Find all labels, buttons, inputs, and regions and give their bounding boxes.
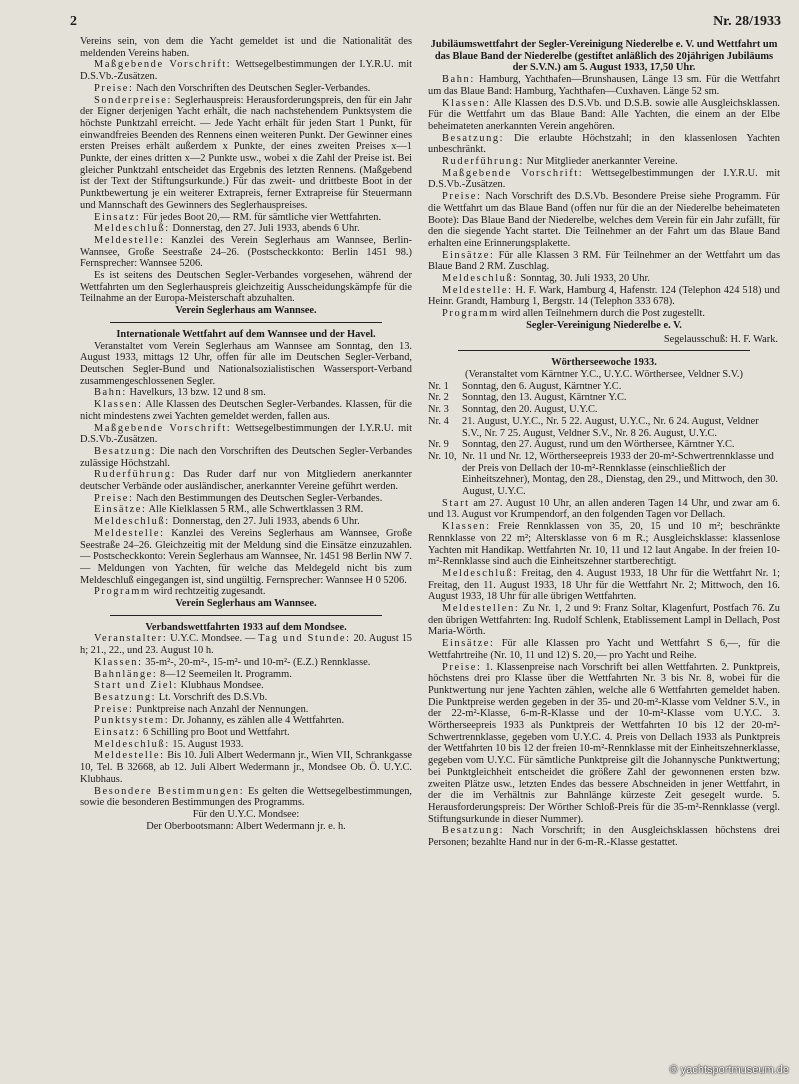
page-number: 2 xyxy=(70,14,77,29)
signature-subline: Segelausschuß: H. F. Wark. xyxy=(663,333,778,345)
race-entry: Nr. 10, Nr. 11 und Nr. 12, Wörtherseepreis 1933 der 20-m²-Schwertrennklasse und der Preis von Dellach der 10-m²-Rennklasse (einschließlich der Einheitszehner), Montag, den 28., Dienstag, den 29., und Mittwoch, den 30. August, U.Y.C. xyxy=(428,450,778,498)
paragraph: Klassen: Alle Klassen des Deutschen Segler-Verbandes. Klassen, für die nicht mindestens zwei Yachten gemeldet werden, fallen aus. xyxy=(80,399,412,422)
paragraph: Sonderpreise: Seglerhauspreis: Herausforderungspreis, den für ein Jahr der Eigner derjenigen Yacht erhält, die nach nachstehendem Punktsystem die höchste Punktzahl erreicht. — Jede Yacht erhält für jeden Start 1 Punkt, für einwandfreies Beenden des Rennens einen weiteren Punkt. Der Gewinner eines ersten Preises erhält außerdem x Punkte, der eines zweiten Preises x—1 Punkte, der eines dritten x—2 Punkte usw., wobei x die Zahl der Preise ist. Bei gleicher Punktzahl entscheidet das Ergebnis des letzten Rennens. (Maßgebend ist der Text der Stiftungsurkunde.) Für das zweit- und drittbeste Boot in der Punktbewertung je ein weiterer Extrapreis, ferner Extrapreise für Steuermann und Mannschaft des Gewinners des Seglerhauspreises. xyxy=(80,94,412,211)
copyright-watermark: © yachtsportmuseum.de xyxy=(669,1064,789,1076)
paragraph: Meldestelle: H. F. Wark, Hamburg 4, Hafenstr. 124 (Telephon 424 518) und Heinr. Grandt, Hamburg 1, Bergstr. 14 (Telephon 333 678). xyxy=(428,284,780,308)
paragraph: Meldestelle: Kanzlei des Verein Seglerhaus am Wannsee, Berlin-Wannsee, Große Seestraße 24–26. (Postscheckkonto: Berlin 1451 98.) Fernsprecher: Wannsee 5206. xyxy=(80,234,412,270)
issue-label: Nr. 28/1933 xyxy=(713,14,781,29)
paragraph: Preise: Punktpreise nach Anzahl der Nennungen. xyxy=(94,703,309,715)
paragraph: Einsatz: 6 Schilling pro Boot und Wettfahrt. xyxy=(94,727,290,739)
signature: Verein Seglerhaus am Wannsee. xyxy=(175,598,317,610)
paragraph: Punktsystem: Dr. Johanny, es zählen alle 4 Wettfahrten. xyxy=(94,715,345,727)
signature: Der Oberbootsmann: Albert Wedermann jr. e. h. xyxy=(146,820,346,832)
paragraph: Meldestellen: Zu Nr. 1, 2 und 9: Franz Soltar, Klagenfurt, Postfach 76. Zu den übrigen Wettfahrten: Ing. Rudolf Schlenk, Etablissement Lampl in Dellach, Post Maria-Wörth. xyxy=(428,603,780,638)
paragraph: Maßgebende Vorschrift: Wettsegelbestimmungen der I.Y.R.U. mit D.S.Vb.-Zusätzen. xyxy=(80,422,412,446)
paragraph: Ruderführung: Das Ruder darf nur von Mitgliedern anerkannter deutscher Verbände oder ausländischer, anerkannter Vereine geführt werden. xyxy=(80,469,412,493)
paragraph: Maßgebende Vorschrift: Wettsegelbestimmungen der I.Y.R.U. mit D.S.Vb.-Zusätzen. xyxy=(428,167,780,191)
paragraph: Meldeschluß: Donnerstag, den 27. Juli 1933, abends 6 Uhr. xyxy=(94,223,360,235)
paragraph: Programm wird allen Teilnehmern durch die Post zugestellt. xyxy=(442,308,705,320)
paragraph: Meldestelle: Kanzlei des Vereins Seglerhaus am Wannsee, Große Seestraße 24–26. Gleichzeitig mit der Meldung sind die Einsätze einzuzahlen. — Postscheckkonto: Verein Seglerhaus am Wannsee, Nr. 1451 98 Berlin NW 7. — Meldungen von Yachten, für welche das Meldegeld nicht bis zum Meldeschluß eingegangen ist, sind ungültig. Fernsprecher: Wannsee H 0 5206. xyxy=(80,527,413,586)
divider xyxy=(110,615,382,616)
section-title: Internationale Wettfahrt auf dem Wannsee und der Havel. xyxy=(116,328,376,340)
race-entry: Nr. 4 21. August, U.Y.C., Nr. 5 22. August, U.Y.C., Nr. 6 24. August, Veldner S.V., Nr. 7 25. August, Veldner S.V., Nr. 8 26. August, U.Y.C. xyxy=(428,415,759,439)
paragraph: Ruderführung: Nur Mitglieder anerkannter Vereine. xyxy=(442,156,678,168)
paragraph: Einsätze: Für alle Klassen 3 RM. Für Teilnehmer an der Wettfahrt um das Blaue Band 2 RM. Zuschlag. xyxy=(428,249,780,273)
paragraph: Bahn: Hamburg, Yachthafen—Brunshausen, Länge 13 sm. Für die Wettfahrt um das Blaue Band: Hamburg, Yachthafen—Cuxhaven. Länge 52 sm. xyxy=(428,74,780,97)
paragraph: Meldeschluß: Sonntag, 30. Juli 1933, 20 Uhr. xyxy=(442,273,650,285)
paragraph: Besatzung: Nach Vorschrift; in den Ausgleichsklassen höchstens drei Personen; bezahlte Hand nur in der 6-m-R.-Klasse gestattet. xyxy=(428,825,780,849)
section-title: Wörtherseewoche 1933. xyxy=(551,357,657,369)
divider xyxy=(458,350,750,351)
left-column xyxy=(80,36,412,832)
paragraph: Einsätze: Für alle Klassen pro Yacht und Wettfahrt S 6,—, für die Wettfahrtreihe (Nr. 10, 11 und 12) S. 20,— pro Yacht und Reihe. xyxy=(428,638,780,661)
paragraph: Meldeschluß: Freitag, den 4. August 1933, 18 Uhr für die Wettfahrt Nr. 1; Freitag, den 11. August 1933, 18 Uhr für die Wettfahrt Nr. 2; Mittwoch, den 16. August 1933, 18 Uhr für alle übrigen Wettfahrten. xyxy=(428,567,780,603)
paragraph: Einsatz: Für jedes Boot 20,— RM. für sämtliche vier Wettfahrten. xyxy=(94,211,382,223)
signature: Für den U.Y.C. Mondsee: xyxy=(192,809,300,820)
signature: Segler-Vereinigung Niederelbe e. V. xyxy=(526,319,682,331)
paragraph: Bahn: Havelkurs, 13 bzw. 12 und 8 sm. xyxy=(94,387,266,399)
subtitle: (Veranstaltet vom Kärntner Y.C., U.Y.C. Wörthersee, Veldner S.V.) xyxy=(465,368,743,380)
paragraph: Veranstalter: U.Y.C. Mondsee. — Tag und Stunde: 20. August 15 h; 21., 22., und 23. August 10 h. xyxy=(80,633,412,657)
race-entry: Nr. 9 Sonntag, den 27. August, rund um den Wörthersee, Kärntner Y.C. xyxy=(428,439,735,451)
signature: Verein Seglerhaus am Wannsee. xyxy=(175,305,317,317)
paragraph: Preise: Nach den Bestimmungen des Deutschen Segler-Verbandes. xyxy=(94,492,383,504)
race-entry: Nr. 2 Sonntag, den 13. August, Kärntner Y.C. xyxy=(428,392,627,404)
paragraph: Preise: 1. Klassenpreise nach Vorschrift bei allen Wettfahrten. 2. Punktpreis, höchstens drei pro Klasse über die Wettfahrten Nr. 3 bis Nr. 8, wobei für die Punktwertung nur jene Yachten zählen, welche alle 6 Wettfahrten gemeldet haben. Die Punktpreise werden gegeben in der 35- und 20-m²-Klasse vom Veldner S.V., in der 22-m²-Klasse, 6-m-R-Klasse und der 10-m²-Klasse vom U.Y.C. 3. Wörtherseepreis 1933 als Punktpreis der Wettfahrten 10 bis 12 der 20-m²-Schwertrennklasse, gegeben vom U.Y.C. 4. Preis von Dellach 1933 als Punktpreis der Wettfahrten 10 bis 12 der freien 10-m²-Rennklasse mit der Einheitszehnerklasse, gegeben vom U.Y.C. Für sämtliche Punktpreise gilt die Johannysche Punktwertung; bei Punktgleichheit entscheidet die größere Zahl der gewonnenen ersten bzw. zweiten Plätze usw., letzten Endes das bessere Abschneiden in jener Wettfahrt, in der die im Verhältnis zur Bahnlänge kürzeste Zeit gesegelt wurde. 5. Herausforderungspreis: Der Wörther Schloß-Preis für die 35-m²-Rennklasse (vergl. Stiftungsurkunde in dieser Nummer). xyxy=(428,661,780,825)
section-title: Jubiläumswettfahrt der Segler-Vereinigung Niederelbe e. V. und Wettfahrt um das Blaue Band der Niederelbe (gestiftet anläßlich des 20jährigen Jubiläums der S.V.N.) am 5. August 1933, 17,50 Uhr. xyxy=(430,39,778,74)
paragraph: Besatzung: Die erlaubte Höchstzahl; in den klassenlosen Yachten unbeschränkt. xyxy=(428,132,780,156)
divider xyxy=(110,322,382,323)
paragraph: Besatzung: Lt. Vorschrift des D.S.Vb. xyxy=(94,691,268,703)
right-column xyxy=(428,36,780,849)
paragraph: Preise: Nach den Vorschriften des Deutschen Segler-Verbandes. xyxy=(94,82,371,94)
race-entry: Nr. 1 Sonntag, den 6. August, Kärntner Y.C. xyxy=(428,380,622,392)
paragraph: Start am 27. August 10 Uhr, an allen anderen Tagen 14 Uhr, und zwar am 6. und 13. August vor Krumpendorf, an den folgenden Tagen vor Dellach. xyxy=(428,497,780,521)
race-entry: Nr. 3 Sonntag, den 20. August, U.Y.C. xyxy=(428,404,598,416)
paragraph: Einsätze: Alle Kielklassen 5 RM., alle Schwertklassen 3 RM. xyxy=(94,504,364,516)
paragraph: Meldeschluß: 15. August 1933. xyxy=(94,738,244,750)
race-list xyxy=(428,381,780,498)
paragraph: Meldestelle: Bis 10. Juli Albert Wedermann jr., Wien VII, Schrankgasse 10, Tel. B 32668, ab 12. Juli Albert Wedermann jr., Mondsee Ob. Ö. U.Y.C. Klubhaus. xyxy=(80,750,412,785)
paragraph: Preise: Nach Vorschrift des D.S.Vb. Besondere Preise siehe Programm. Für die Wettfahrt um das Blaue Band (offen nur für die an der Niederelbe beheimateten Boote): Das Blaue Band der Niederelbe, welches dem Verein für ein Jahr zufällt, für den die siegende Yacht startet. Die Teilnehmer an der Fahrt um das Blaue Band erhalten eine Erinnerungsplakette. xyxy=(428,191,780,249)
paragraph: Programm wird rechtzeitig zugesandt. xyxy=(94,586,266,598)
paragraph: Veranstaltet vom Verein Seglerhaus am Wannsee am Sonntag, den 13. August 1933, mittags 12 Uhr, offen für alle im Deutschen Segler-Verband, Deutschen Segler-Bund und Nationalsozialistischen Wassersport-Verband zusammengeschlossenen Segler. xyxy=(80,340,412,387)
paragraph: Besatzung: Die nach den Vorschriften des Deutschen Segler-Verbandes zulässige Höchstzahl. xyxy=(80,445,412,469)
paragraph: Start und Ziel: Klubhaus Mondsee. xyxy=(94,680,264,692)
paragraph: Klassen: 35-m²-, 20-m²-, 15-m²- und 10-m²- (E.Z.) Rennklasse. xyxy=(94,656,371,668)
paragraph: Vereins sein, von dem die Yacht gemeldet ist und die Nationalität des meldenden Vereins haben. xyxy=(80,36,412,59)
paragraph: Es ist seitens des Deutschen Segler-Verbandes vorgesehen, während der Wettfahrten um den Seglerhauspreis gleichzeitig Ausscheidungskämpfe für die Teilnahme an der Europa-Meisterschaft abzuhalten. xyxy=(80,270,412,305)
paragraph: Maßgebende Vorschrift: Wettsegelbestimmungen der I.Y.R.U. mit D.S.Vb.-Zusätzen. xyxy=(80,59,412,83)
paragraph: Meldeschluß: Donnerstag, den 27. Juli 1933, abends 6 Uhr. xyxy=(94,516,360,528)
paragraph: Klassen: Freie Rennklassen von 35, 20, 15 und 10 m²; beschränkte Rennklasse von 22 m²; Altersklasse von 6 m R.; Ausgleichsklasse: klassenlose Yachten mit Handikap. Wettfahrten Nr. 10, 11 und 12 laut Angabe. In der freien 10-m²-Rennklasse sind auch die Einheitszehner startberechtigt. xyxy=(428,521,780,568)
paragraph: Bahnlänge: 8—12 Seemeilen lt. Programm. xyxy=(94,668,292,680)
section-title: Verbandswettfahrten 1933 auf dem Mondsee. xyxy=(145,621,347,633)
paragraph: Klassen: Alle Klassen des D.S.Vb. und D.S.B. sowie alle Ausgleichsklassen. Für die Wettfahrt um das Blaue Band: Alle Yachten, die einem an der Elbe beheimateten anerkannten Verein angehören. xyxy=(428,97,781,132)
paragraph: Besondere Bestimmungen: Es gelten die Wettsegelbestimmungen, sowie die besonderen Bestimmungen des Programms. xyxy=(80,785,412,809)
